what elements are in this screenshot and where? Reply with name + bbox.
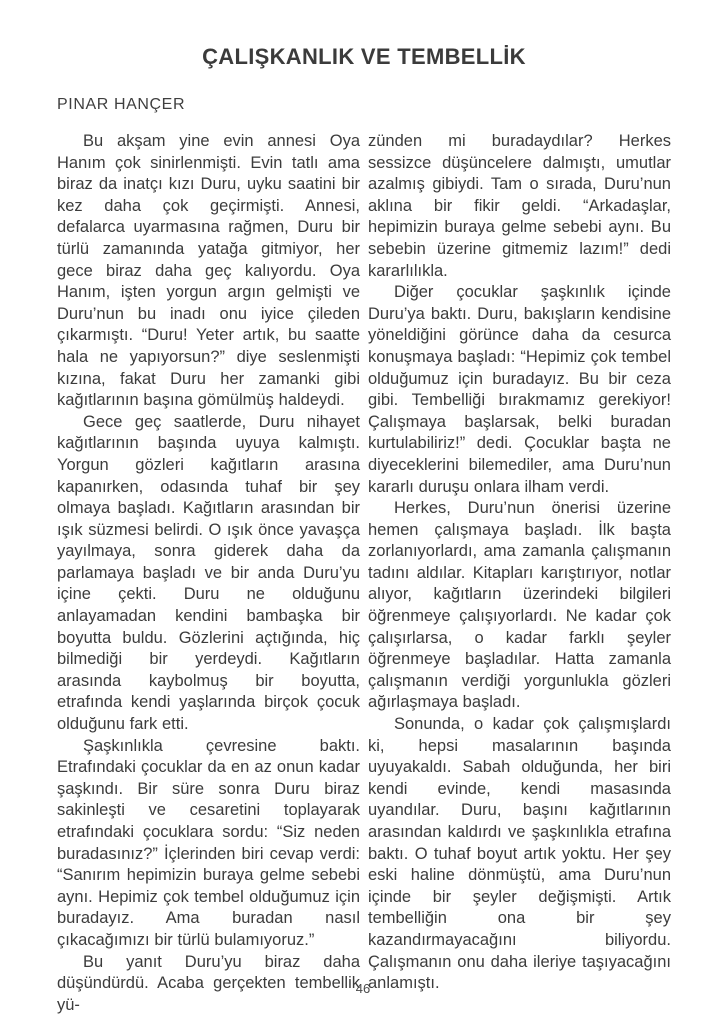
paragraph: Bu akşam yine evin annesi Oya Hanım çok sinirlenmişti. Evin tatlı ama biraz da inatçı kızı Duru, uyku saatini bir kez daha çok geçirmişti. Annesi, defalarca uyarmasına rağmen, Duru bir türlü zamanında yatağa gitmiyor, her gece biraz daha geç kalıyordu. Oya Hanım, işten yorgun argın gelmişti ve Duru’nun bu inadı onu iyice çileden çıkarmıştı. “Duru! Yeter artık, bu saatte hala ne yapıyorsun?” diye seslenmişti kızına, fakat Duru her zamanki gibi kağıtlarının başına gömülmüş haldeydi. (57, 132, 360, 410)
paragraph: Şaşkınlıkla çevresine baktı. Etrafındaki çocuklar da en az onun kadar şaşkındı. Bir süre sonra Duru biraz sakinleşti ve cesaretini toplayarak etrafındaki çocuklara sordu: “Siz neden buradasınız?” İçlerinden biri cevap verdi: “Sanırım hepimizin buraya gelme sebebi aynı. Hepimiz çok tembel olduğumuz için buradayız. Ama buradan nasıl çıkacağımızı bir türlü bulamıyoruz.” (57, 736, 360, 949)
paragraph-continuation: zünden mi buradaydılar? Herkes sessizce düşüncelere dalmıştı, umutlar azalmış gibiydi. Tam o sırada, Duru’nun aklına bir fikir geldi. “Arkadaşlar, hepimizin buraya gelme sebebi aynı. Bu sebebin üzerine gitmemiz lazım!” dedi kararlılıkla. (368, 132, 671, 280)
paragraph: Bu yanıt Duru’yu biraz daha düşündürdü. Acaba gerçekten tembellik yü- (57, 952, 360, 1014)
text-column-left (57, 131, 360, 1016)
page-title: ÇALIŞKANLIK VE TEMBELLİK (202, 44, 526, 69)
text-columns (57, 131, 671, 1016)
paragraph: Herkes, Duru’nun önerisi üzerine hemen çalışmaya başladı. İlk başta zorlanıyorlardı, ama zamanla çalışmanın tadını aldılar. Kitapları karıştırıyor, notlar alıyor, kağıtların üzerindeki bilgileri öğrenmeye çalışıyorlardı. Ne kadar çok çalışırlarsa, o kadar farklı şeyler öğrenmeye başladılar. Hatta zamanla çalışmanın verdiği yorgunlukla gözleri ağırlaşmaya başladı. (368, 499, 671, 712)
text-column-right (368, 131, 671, 1016)
paragraph: Sonunda, o kadar çok çalışmışlardı ki, hepsi masalarının başında uyuyakaldı. Sabah olduğunda, her biri kendi evinde, kendi masasında uyandılar. Duru, başını kağıtlarının arasından kaldırdı ve şaşkınlıkla etrafına baktı. O tuhaf boyut artık yoktu. Her şey eski haline dönmüştü, ama Duru’nun içinde bir şeyler değişmişti. Artık tembelliğin ona bir şey kazandırmayacağını biliyordu. Çalışmanın onu daha ileriye taşıyacağını anlamıştı. (368, 715, 671, 993)
author-name: PINAR HANÇER (57, 96, 186, 113)
paragraph: Diğer çocuklar şaşkınlık içinde Duru’ya baktı. Duru, bakışların kendisine yöneldiğini görünce daha da cesurca konuşmaya başladı: “Hepimiz çok tembel olduğumuz için buradayız. Bu bir ceza gibi. Tembelliği bırakmamız gerekiyor! Çalışmaya başlarsak, belki buradan kurtulabiliriz!” dedi. Çocuklar başta ne diyeceklerini bilemediler, ama Duru’nun kararlı duruşu onlara ilham verdi. (368, 283, 671, 496)
page-number: 46 (355, 981, 371, 996)
paragraph: Gece geç saatlerde, Duru nihayet kağıtlarının başında uyuya kalmıştı. Yorgun gözleri kağıtların arasına kapanırken, odasında tuhaf bir şey olmaya başladı. Kağıtların arasından bir ışık süzmesi belirdi. O ışık önce yavaşça yayılmaya, sonra giderek daha da parlamaya başladı ve bir anda Duru’yu içine çekti. Duru ne olduğunu anlayamadan kendini bambaşka bir boyutta buldu. Gözlerini açtığında, hiç bilmediği bir yerdeydi. Kağıtların arasında kaybolmuş bir boyutta, etrafında kendi yaşlarında birçok çocuk olduğunu fark etti. (57, 412, 360, 734)
